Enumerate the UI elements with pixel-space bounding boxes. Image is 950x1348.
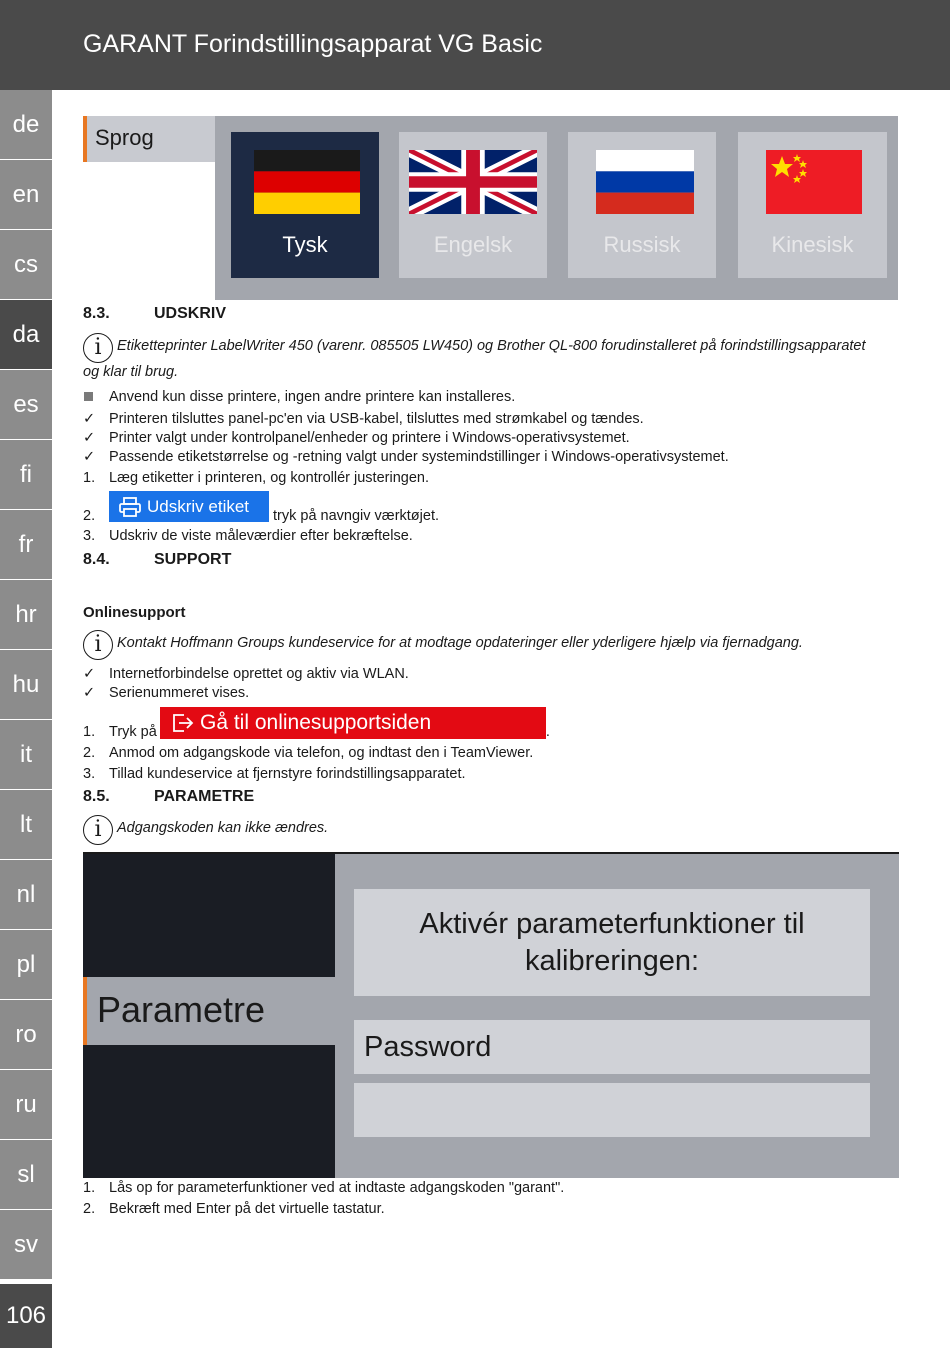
check-text: Printeren tilsluttes panel-pc'en via USB-kabel, tilsluttes med strømkabel og tændes. <box>109 411 644 427</box>
step-item <box>83 1179 899 1197</box>
step-number: 3. <box>83 766 96 782</box>
step-text: Udskriv de viste måleværdier efter bekræftelse. <box>109 528 413 544</box>
check-text: Passende etiketstørrelse og -retning valgt under systemindstillinger i Windows-operativsystemet. <box>109 449 729 465</box>
germany-flag-icon <box>254 150 360 214</box>
language-option-label: Engelsk <box>433 232 513 257</box>
lang-tab-en[interactable]: en <box>0 160 52 230</box>
step-number: 1. <box>83 470 96 486</box>
lang-tab-cs[interactable]: cs <box>0 230 52 300</box>
step-item <box>83 744 899 762</box>
language-option-english[interactable] <box>399 132 547 278</box>
lang-tab-sl[interactable]: sl <box>0 1140 52 1210</box>
step-text: Læg etiketter i printeren, og kontrollér justeringen. <box>109 470 429 486</box>
lang-tab-fi[interactable]: fi <box>0 440 52 510</box>
parameter-screen <box>83 852 899 1178</box>
password-label-field: Password <box>354 1020 870 1074</box>
language-screen-label: Sprog <box>95 125 154 150</box>
language-screen-spacer <box>83 162 215 300</box>
step-text: Anmod om adgangskode via telefon, og indtast den i TeamViewer. <box>109 745 534 761</box>
section-number: 8.5. <box>83 788 110 805</box>
lang-tab-nl[interactable]: nl <box>0 860 52 930</box>
language-screen-header <box>83 116 215 162</box>
step-number: 2. <box>83 1201 96 1217</box>
language-option-label: Russisk <box>603 232 681 257</box>
step-item <box>83 1200 899 1218</box>
section-title: SUPPORT <box>154 551 232 568</box>
language-screen <box>83 116 898 300</box>
lang-tab-ru[interactable]: ru <box>0 1070 52 1140</box>
step-text: Lås op for parameterfunktioner ved at indtaste adgangskoden "garant". <box>109 1180 565 1196</box>
section-title: PARAMETRE <box>154 788 255 805</box>
lang-tab-lt[interactable]: lt <box>0 790 52 860</box>
section-heading-support <box>83 551 231 569</box>
lang-tab-es[interactable]: es <box>0 370 52 440</box>
info-text: Adgangskoden kan ikke ændres. <box>117 820 329 836</box>
parameter-sidebar-top <box>83 854 335 977</box>
online-support-button-text: Gå til onlinesupportsiden <box>200 711 432 734</box>
parameter-prompt: Aktivér parameterfunktioner til kalibreringen: <box>354 889 870 996</box>
parameter-sidebar-bottom <box>83 1045 335 1178</box>
info-note-password <box>83 815 883 845</box>
lang-tab-it[interactable]: it <box>0 720 52 790</box>
note-text: Anvend kun disse printere, ingen andre printere kan installeres. <box>109 389 516 405</box>
lang-tab-da[interactable]: da <box>0 300 52 370</box>
section-number: 8.3. <box>83 305 110 322</box>
step-number: 1. <box>83 1180 96 1196</box>
password-input[interactable] <box>354 1083 870 1137</box>
info-icon: i <box>83 630 113 660</box>
language-option-german[interactable] <box>231 132 379 278</box>
lang-tab-ro[interactable]: ro <box>0 1000 52 1070</box>
info-text: Kontakt Hoffmann Groups kundeservice for at modtage opdateringer eller yderligere hjælp via fjernadgang. <box>117 635 803 651</box>
checkmark-icon: ✓ <box>83 449 96 465</box>
checkmark-icon: ✓ <box>83 411 96 427</box>
step-text: tryk på navngiv værktøjet. <box>273 508 439 524</box>
check-item <box>83 410 899 428</box>
language-option-russian[interactable] <box>568 132 716 278</box>
step-item <box>83 469 899 487</box>
uk-flag-icon <box>409 150 537 214</box>
page-header <box>0 0 950 90</box>
document-title: GARANT Forindstillingsapparat VG Basic <box>83 30 543 58</box>
step-text: Tillad kundeservice at fjernstyre forindstillingsapparatet. <box>109 766 466 782</box>
lang-tab-fr[interactable]: fr <box>0 510 52 580</box>
step-text: . <box>545 724 550 740</box>
print-label-button-text: Udskriv etiket <box>147 496 250 516</box>
step-text: Tryk på <box>109 724 157 740</box>
square-bullet-icon <box>84 392 93 401</box>
russia-flag-icon <box>596 150 694 214</box>
language-option-label: Kinesisk <box>771 232 854 257</box>
language-tab-strip <box>0 90 52 1280</box>
checkmark-icon: ✓ <box>83 666 96 682</box>
section-title: UDSKRIV <box>154 305 227 322</box>
step-number: 2. <box>83 508 96 524</box>
lang-tab-hr[interactable]: hr <box>0 580 52 650</box>
check-text: Printer valgt under kontrolpanel/enheder og printere i Windows-operativsystemet. <box>109 430 630 446</box>
info-text: Etiketteprinter LabelWriter 450 (varenr. 085505 LW450) og Brother QL-800 forudinstalleret på forindstillingsapparatet og klar til brug. <box>83 338 866 380</box>
note-line <box>83 388 899 406</box>
checkmark-icon: ✓ <box>83 430 96 446</box>
step-item <box>83 765 899 783</box>
info-icon: i <box>83 815 113 845</box>
check-text: Serienummeret vises. <box>109 685 250 701</box>
subsection-title: Onlinesupport <box>83 604 186 621</box>
info-icon: i <box>83 333 113 363</box>
step-text: Bekræft med Enter på det virtuelle tastatur. <box>109 1201 385 1217</box>
page-number: 106 <box>0 1284 52 1348</box>
step-number: 2. <box>83 745 96 761</box>
lang-tab-pl[interactable]: pl <box>0 930 52 1000</box>
step-number: 1. <box>83 724 96 740</box>
language-option-label: Tysk <box>282 232 328 257</box>
checkmark-icon: ✓ <box>83 685 96 701</box>
step-item <box>83 507 899 525</box>
step-number: 3. <box>83 528 96 544</box>
step-item <box>83 723 899 741</box>
check-item <box>83 665 899 683</box>
check-text: Internetforbindelse oprettet og aktiv via WLAN. <box>109 666 409 682</box>
info-note-support <box>83 630 883 660</box>
check-item <box>83 429 899 447</box>
parameter-sidebar-item[interactable] <box>83 977 335 1045</box>
check-item <box>83 448 899 466</box>
lang-tab-de[interactable]: de <box>0 90 52 160</box>
lang-tab-sv[interactable]: sv <box>0 1210 52 1280</box>
section-heading-parameters <box>83 788 254 806</box>
china-flag-icon <box>766 150 862 214</box>
step-item <box>83 527 899 545</box>
check-item <box>83 684 899 702</box>
language-option-chinese[interactable] <box>738 132 887 278</box>
section-heading-print <box>83 305 226 323</box>
section-number: 8.4. <box>83 551 110 568</box>
info-note-printers <box>83 333 883 382</box>
parameter-sidebar-title: Parametre <box>97 989 266 1030</box>
lang-tab-hu[interactable]: hu <box>0 650 52 720</box>
